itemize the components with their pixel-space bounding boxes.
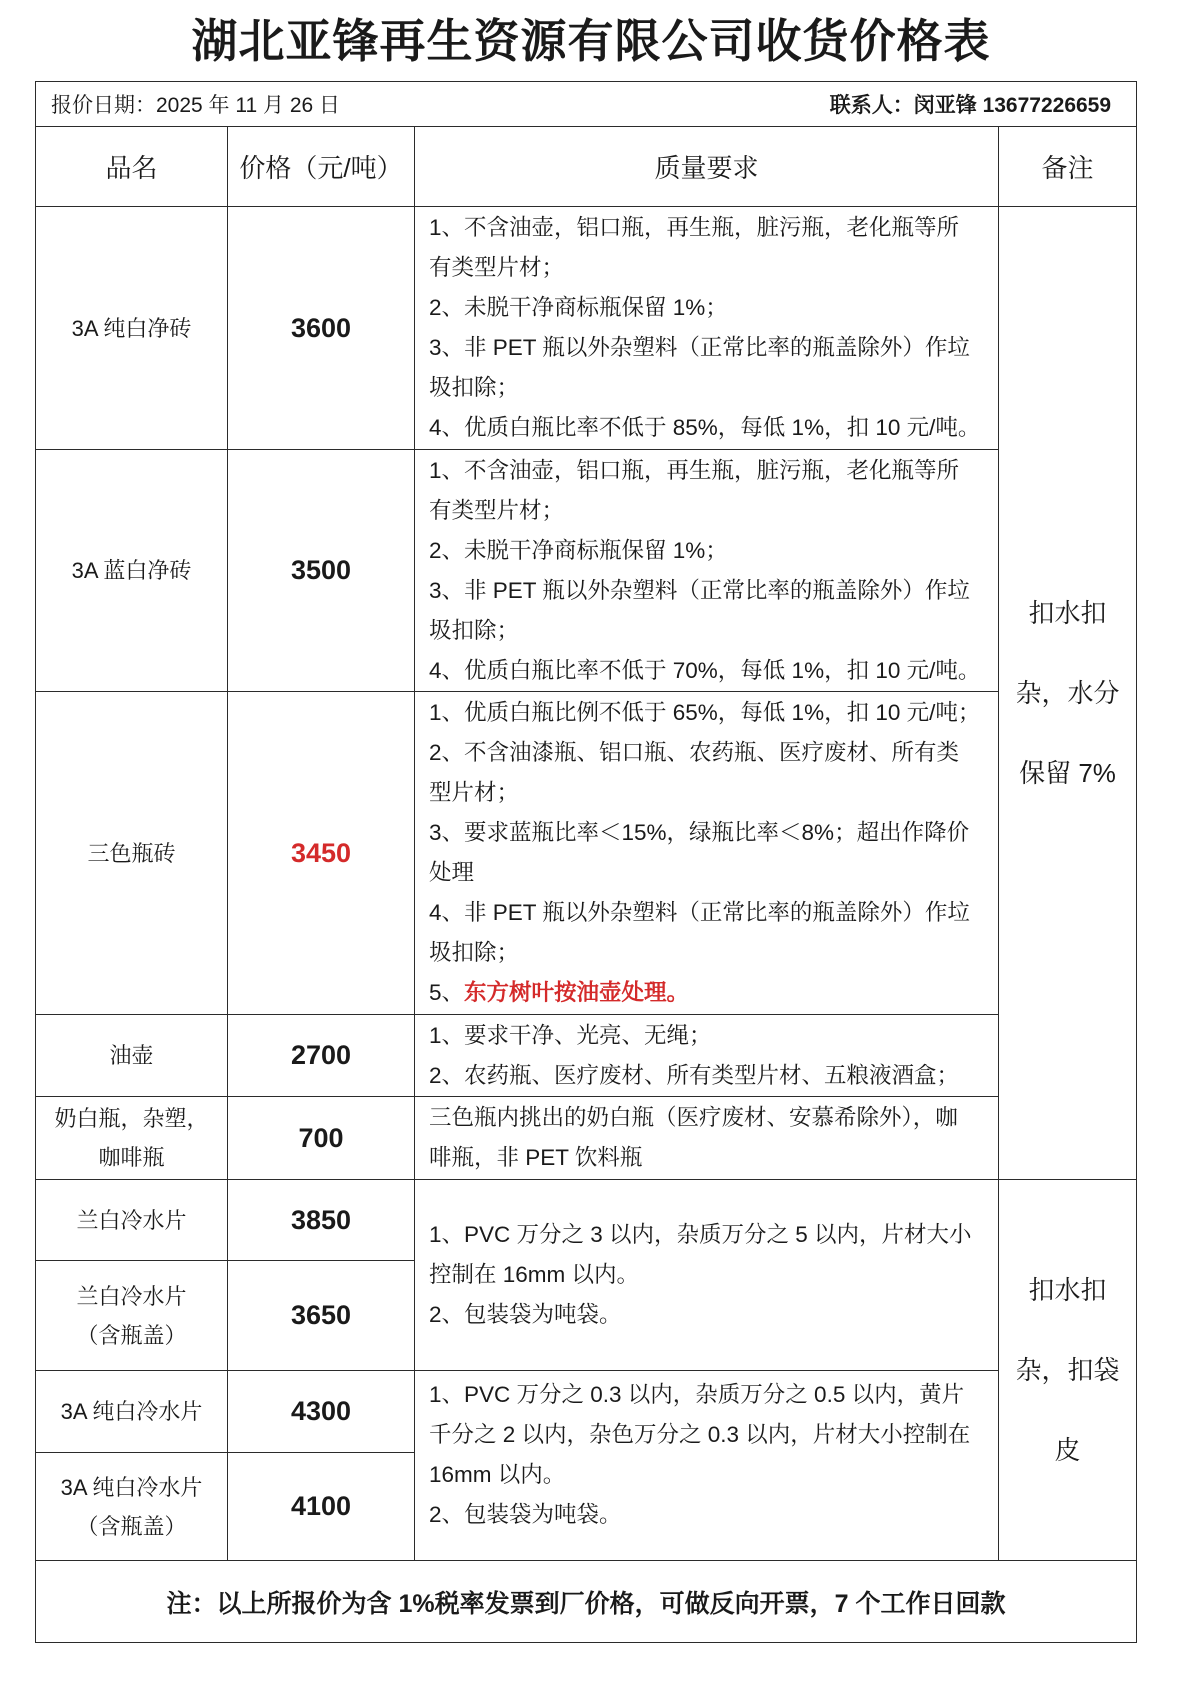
table-row bbox=[36, 1371, 1137, 1453]
contact-info: 联系人：闵亚锋 13677226659 bbox=[829, 94, 1112, 117]
table-row bbox=[36, 1097, 1137, 1180]
quality-line: 控制在 16mm 以内。 bbox=[429, 1262, 640, 1287]
price-value: 4100 bbox=[290, 1491, 352, 1521]
quality-line: 2、农药瓶、医疗废材、所有类型片材、五粮液酒盒； bbox=[429, 1062, 960, 1088]
quality-line bbox=[429, 973, 998, 1013]
remark-cell bbox=[999, 207, 1137, 1180]
quality-line: 16mm 以内。 bbox=[429, 1461, 566, 1487]
price-value-highlighted: 3450 bbox=[290, 837, 352, 868]
remark-line: 皮 bbox=[1054, 1435, 1081, 1465]
page-title: 湖北亚锋再生资源有限公司收货价格表 bbox=[191, 15, 991, 67]
table-row bbox=[36, 1180, 1137, 1261]
product-name: 3A 纯白冷水片 bbox=[60, 1399, 203, 1424]
quality-line: 圾扣除； bbox=[429, 375, 520, 400]
quality-cell bbox=[415, 207, 999, 450]
product-name-cell bbox=[36, 450, 228, 692]
quality-cell bbox=[415, 1180, 999, 1371]
footer-note: 注：以上所报价为含 1%税率发票到厂价格，可做反向开票，7 个工作日回款 bbox=[36, 1561, 1137, 1643]
remark-cell bbox=[999, 1180, 1137, 1561]
quality-line: 有类型片材； bbox=[429, 497, 565, 523]
price-cell bbox=[228, 450, 415, 692]
quality-line: 1、不含油壶，铝口瓶，再生瓶，脏污瓶，老化瓶等所 bbox=[429, 215, 960, 240]
quality-line: 圾扣除； bbox=[429, 617, 520, 643]
quality-line: 2、包装袋为吨袋。 bbox=[429, 1501, 622, 1527]
price-cell bbox=[228, 1097, 415, 1180]
quality-line: 1、要求干净、光亮、无绳； bbox=[429, 1022, 712, 1048]
product-name: （含瓶盖） bbox=[76, 1513, 187, 1539]
quality-line: 啡瓶，非 PET 饮料瓶 bbox=[429, 1145, 643, 1170]
quality-line: 2、未脱干净商标瓶保留 1%； bbox=[429, 295, 728, 320]
price-value: 3850 bbox=[290, 1204, 352, 1235]
product-name: 奶白瓶，杂塑， bbox=[54, 1106, 209, 1131]
quality-cell bbox=[415, 1371, 999, 1561]
quality-note-prefix: 5、 bbox=[429, 980, 465, 1005]
price-value: 3650 bbox=[290, 1300, 352, 1330]
product-name-cell bbox=[36, 1097, 228, 1180]
price-value: 2700 bbox=[290, 1040, 352, 1070]
price-cell bbox=[228, 207, 415, 450]
quality-line: 4、非 PET 瓶以外杂塑料（正常比率的瓶盖除外）作垃 bbox=[429, 900, 970, 925]
price-cell bbox=[228, 1015, 415, 1097]
quality-line: 3、非 PET 瓶以外杂塑料（正常比率的瓶盖除外）作垃 bbox=[429, 335, 970, 360]
quality-line: 2、包装袋为吨袋。 bbox=[429, 1302, 622, 1327]
quality-line: 4、优质白瓶比率不低于 85%，每低 1%，扣 10 元/吨。 bbox=[429, 415, 981, 440]
quality-line: 2、不含油漆瓶、铝口瓶、农药瓶、医疗废材、所有类 bbox=[429, 740, 960, 765]
product-name-cell bbox=[36, 1453, 228, 1561]
quality-line: 圾扣除； bbox=[429, 940, 520, 965]
quality-line: 1、优质白瓶比例不低于 65%，每低 1%，扣 10 元/吨； bbox=[429, 700, 981, 725]
product-name-cell bbox=[36, 1371, 228, 1453]
footer-row bbox=[36, 1561, 1137, 1643]
quality-line: 三色瓶内挑出的奶白瓶（医疗废材、安慕希除外），咖 bbox=[429, 1105, 958, 1130]
column-header-price: 价格（元/吨） bbox=[228, 127, 415, 207]
remark-line: 扣水扣 bbox=[1028, 1275, 1107, 1305]
price-cell bbox=[228, 1261, 415, 1371]
quality-note-highlight: 东方树叶按油壶处理。 bbox=[464, 980, 690, 1005]
product-name-cell bbox=[36, 1180, 228, 1261]
product-name: 3A 纯白冷水片 bbox=[60, 1474, 203, 1500]
info-row bbox=[36, 82, 1137, 127]
product-name: 3A 纯白净砖 bbox=[71, 315, 192, 341]
column-header-quality: 质量要求 bbox=[415, 127, 999, 207]
quality-line: 3、要求蓝瓶比率＜15%，绿瓶比率＜8%；超出作降价 bbox=[429, 820, 970, 845]
quality-line: 4、优质白瓶比率不低于 70%，每低 1%，扣 10 元/吨。 bbox=[429, 657, 981, 683]
product-name: 三色瓶砖 bbox=[87, 840, 176, 866]
table-row bbox=[36, 1015, 1137, 1097]
price-value: 3600 bbox=[290, 312, 352, 343]
quality-line: 3、非 PET 瓶以外杂塑料（正常比率的瓶盖除外）作垃 bbox=[429, 577, 970, 603]
remark-line: 杂，水分 bbox=[1015, 678, 1120, 708]
price-cell bbox=[228, 1453, 415, 1561]
price-cell bbox=[228, 1180, 415, 1261]
quality-cell bbox=[415, 692, 999, 1015]
price-value: 700 bbox=[298, 1122, 344, 1153]
product-name-cell bbox=[36, 207, 228, 450]
product-name-cell bbox=[36, 1261, 228, 1371]
product-name: 兰白冷水片 bbox=[76, 1207, 187, 1233]
quality-cell bbox=[415, 450, 999, 692]
remark-line: 杂，扣袋 bbox=[1015, 1355, 1120, 1385]
quality-line: 有类型片材； bbox=[429, 255, 565, 280]
price-cell bbox=[228, 692, 415, 1015]
quality-line: 处理 bbox=[429, 860, 475, 885]
product-name: 油壶 bbox=[109, 1043, 154, 1068]
price-cell bbox=[228, 1371, 415, 1453]
quality-line: 型片材； bbox=[429, 780, 520, 805]
product-name-cell bbox=[36, 692, 228, 1015]
quality-line: 千分之 2 以内，杂色万分之 0.3 以内，片材大小控制在 bbox=[429, 1421, 971, 1447]
product-name: （含瓶盖） bbox=[76, 1322, 187, 1348]
price-value: 4300 bbox=[290, 1396, 352, 1426]
price-table bbox=[35, 81, 1137, 1643]
remark-line: 扣水扣 bbox=[1028, 598, 1107, 628]
table-row bbox=[36, 692, 1137, 1015]
price-value: 3500 bbox=[290, 555, 352, 585]
column-header-name: 品名 bbox=[36, 127, 228, 207]
product-name: 咖啡瓶 bbox=[98, 1145, 165, 1170]
header-row bbox=[36, 127, 1137, 207]
product-name: 兰白冷水片 bbox=[76, 1283, 187, 1309]
quality-cell bbox=[415, 1097, 999, 1180]
quality-line: 1、PVC 万分之 0.3 以内，杂质万分之 0.5 以内，黄片 bbox=[429, 1381, 965, 1407]
product-name-cell bbox=[36, 1015, 228, 1097]
table-row bbox=[36, 207, 1137, 450]
remark-line: 保留 7% bbox=[1019, 758, 1116, 788]
table-row bbox=[36, 450, 1137, 692]
quality-line: 1、PVC 万分之 3 以内，杂质万分之 5 以内，片材大小 bbox=[429, 1222, 972, 1247]
quote-date: 报价日期：2025 年 11 月 26 日 bbox=[51, 94, 341, 117]
column-header-remark: 备注 bbox=[999, 127, 1137, 207]
quality-cell bbox=[415, 1015, 999, 1097]
info-cell bbox=[36, 82, 1137, 127]
product-name: 3A 蓝白净砖 bbox=[71, 558, 192, 583]
quality-line: 1、不含油壶，铝口瓶，再生瓶，脏污瓶，老化瓶等所 bbox=[429, 457, 960, 483]
quality-line: 2、未脱干净商标瓶保留 1%； bbox=[429, 537, 728, 563]
